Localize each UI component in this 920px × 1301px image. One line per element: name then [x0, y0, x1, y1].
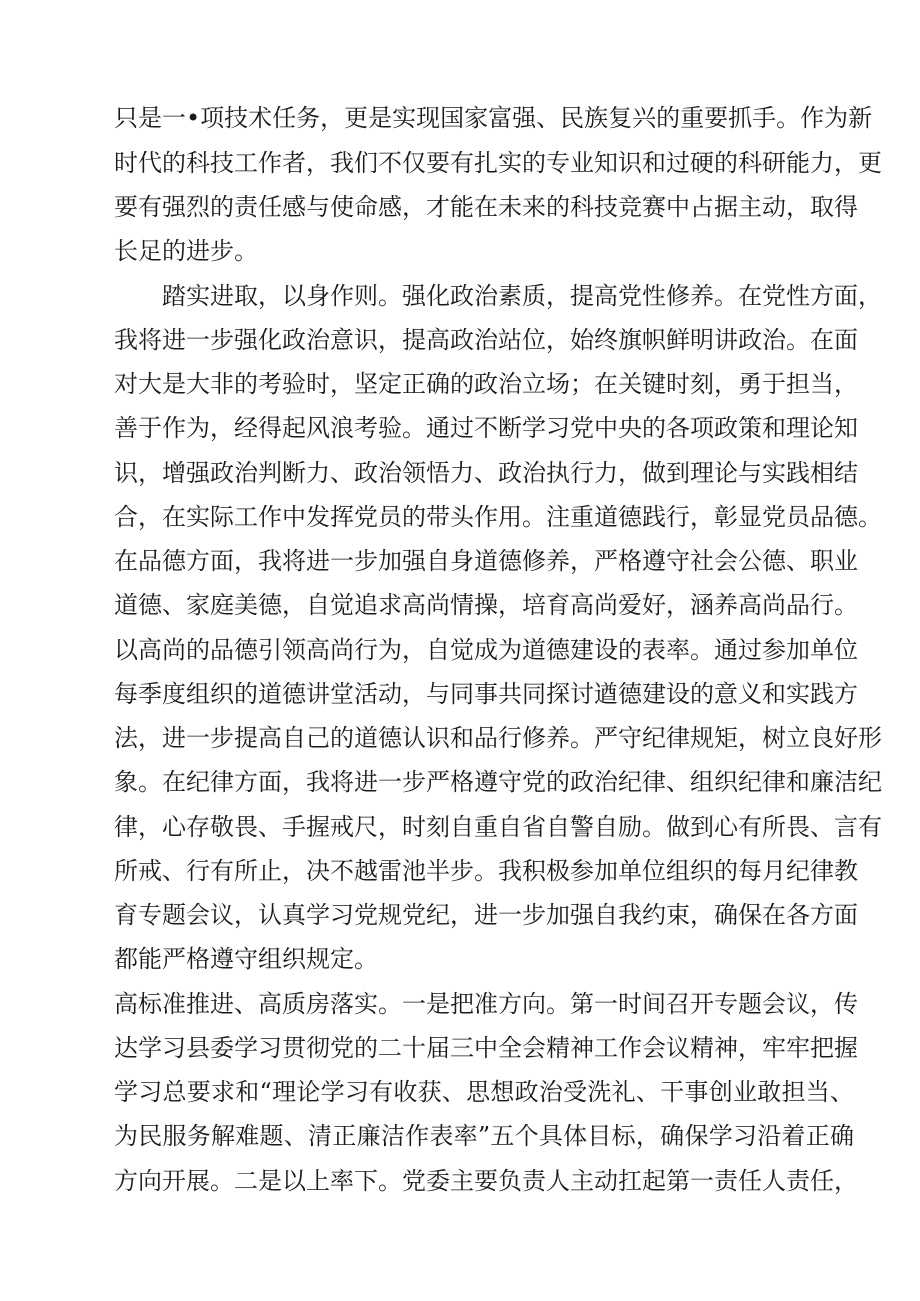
text-line-3: 要有强烈的责任感与使命感，才能在未来的科技竞赛中占据主动，取得 — [114, 193, 858, 221]
text-line-24: 为民服务解难题、清正廉洁作表率”五个具体目标，确保学习沿着正确 — [114, 1122, 854, 1150]
text-line-2: 时代的科技工作者，我们不仅要有扎实的专业知识和过硬的科研能力，更 — [114, 149, 882, 177]
text-line-21: 高标准推进、高质房落实。一是把准方向。第一时间召开专题会议，传 — [114, 990, 858, 1018]
text-line-23: 学习总要求和“理论学习有收获、思想政治受洗礼、干事创业敢担当、 — [114, 1078, 854, 1106]
text-line-10: 合，在实际工作中发挥党员的带头作用。注重道德践行，彰显党员品德。 — [114, 503, 882, 531]
text-line-15: 法，进一步提高自己的道德认识和品行修养。严守纪律规矩，树立良好形 — [114, 724, 882, 752]
paragraph-start-line: 踏实进取，以身作则。强化政治素质，提高党性修养。在党性方面， — [162, 282, 882, 310]
text-line-25: 方向开展。二是以上率下。党委主要负责人主动扛起第一责任人责任， — [114, 1167, 858, 1195]
text-line-6: 我将进一步强化政治意识，提高政治站位，始终旗帜鲜明讲政治。在面 — [114, 326, 858, 354]
text-line-20: 都能严格遵守组织规定。 — [114, 945, 378, 973]
text-line-17: 律，心存敬畏、手握戒尺，时刻自重自省自警自励。做到心有所畏、言有 — [114, 813, 882, 841]
text-line-13: 以高尚的品德引领高尚行为，自觉成为道德建设的表率。通过参加单位 — [114, 636, 858, 664]
text-line-19: 育专题会议，认真学习党规党纪，进一步加强自我约束，确保在各方面 — [114, 901, 858, 929]
text-line-7: 对大是大非的考验时，坚定正确的政治立场；在关键时刻，勇于担当， — [114, 370, 858, 398]
text-line-16: 象。在纪律方面，我将进一步严格遵守党的政治纪律、组织纪律和廉洁纪 — [114, 768, 882, 796]
text-line-9: 识，增强政治判断力、政治领悟力、政治执行力，做到理论与实践相结 — [114, 459, 858, 487]
text-line-12: 道德、家庭美德，自觉追求高尚情操，培育高尚爱好，涵养高尚品行。 — [114, 591, 858, 619]
text-line-11: 在品德方面，我将进一步加强自身道德修养，严格遵守社会公德、职业 — [114, 547, 858, 575]
text-line-22: 达学习县委学习贯彻党的二十届三中全会精神工作会议精神，牢牢把握 — [114, 1034, 858, 1062]
text-line-4: 长足的进步。 — [114, 237, 258, 265]
text-line-8: 善于作为，经得起风浪考验。通过不断学习党中央的各项政策和理论知 — [114, 414, 858, 442]
text-line-1: 只是一•项技术任务，更是实现国家富强、民族复兴的重要抓手。作为新 — [114, 104, 873, 132]
text-line-18: 所戒、行有所止，决不越雷池半步。我积极参加单位组织的每月纪律教 — [114, 857, 858, 885]
text-line-14: 每季度组织的道德讲堂活动，与同事共同探讨遒德建设的意义和实践方 — [114, 680, 858, 708]
